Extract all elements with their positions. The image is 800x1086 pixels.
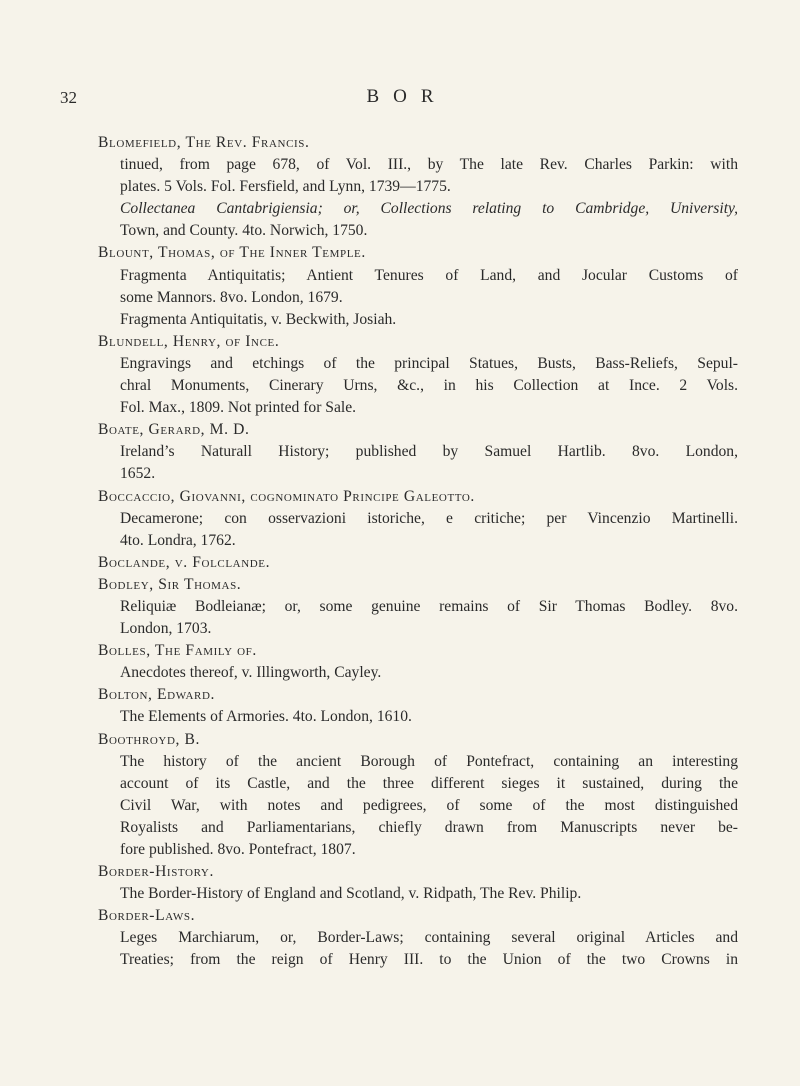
catalogue-entry: [98, 132, 738, 242]
catalogue-entry: [98, 729, 738, 862]
entry-heading: Blount, Thomas, of The Inner Temple.: [98, 244, 366, 262]
entry-line: Leges Marchiarum, or, Border-Laws; containing several original Articles and: [120, 929, 738, 947]
entry-heading: Blomefield, The Rev. Francis.: [98, 134, 310, 151]
catalogue-entry: [98, 574, 738, 640]
entry-line: The Elements of Armories. 4to. London, 1610.: [120, 708, 412, 726]
running-head: BOR: [366, 86, 448, 107]
entry-line: Royalists and Parliamentarians, chiefly drawn from Manuscripts never be-: [120, 818, 738, 836]
entry-line: Treaties; from the reign of Henry III. to the Union of the two Crowns in: [120, 951, 738, 969]
catalogue-entry: [98, 552, 738, 574]
entry-line: Fol. Max., 1809. Not printed for Sale.: [120, 399, 357, 417]
entry-line: The Border-History of England and Scotland, v. Ridpath, The Rev. Philip.: [120, 885, 582, 903]
entry-line: Decamerone; con osservazioni istoriche, e critiche; per Vincenzio Martinelli.: [120, 509, 738, 527]
entry-line: Ireland’s Naturall History; published by Samuel Hartlib. 8vo. London,: [120, 443, 738, 461]
entry-line: Collectanea Cantabrigiensia; or, Collections relating to Cambridge, University,: [120, 200, 738, 218]
entry-line: some Mannors. 8vo. London, 1679.: [120, 288, 343, 306]
catalogue-entry: [98, 640, 738, 684]
entry-line: tinued, from page 678, of Vol. III., by The late Rev. Charles Parkin: with: [120, 156, 738, 174]
entry-heading: Boate, Gerard, M. D.: [98, 421, 250, 439]
entry-line: chral Monuments, Cinerary Urns, &c., in his Collection at Ince. 2 Vols.: [120, 377, 738, 395]
catalogue-entry: [98, 242, 738, 330]
entry-line: The history of the ancient Borough of Pontefract, containing an interesting: [120, 752, 738, 770]
entry-line: 1652.: [120, 465, 156, 483]
entry-heading: Boccaccio, Giovanni, cognominato Principe Galeotto.: [98, 487, 475, 505]
entry-line: Anecdotes thereof, v. Illingworth, Cayley.: [120, 664, 382, 682]
catalogue-entry: [98, 331, 738, 419]
entry-heading: Bolton, Edward.: [98, 686, 216, 704]
entry-line: Fragmenta Antiquitatis, v. Beckwith, Josiah.: [120, 310, 397, 328]
catalogue-entry: [98, 905, 738, 971]
catalogue-entry: [98, 419, 738, 485]
entry-line: 4to. Londra, 1762.: [120, 531, 236, 549]
entry-line: London, 1703.: [120, 620, 212, 638]
entry-line: Civil War, with notes and pedigrees, of some of the most distinguished: [120, 796, 738, 814]
entry-line: Fragmenta Antiquitatis; Antient Tenures of Land, and Jocular Customs of: [120, 266, 738, 284]
entry-heading: Boothroyd, B.: [98, 730, 201, 748]
entry-line: Reliquiæ Bodleianæ; or, some genuine remains of Sir Thomas Bodley. 8vo.: [120, 597, 738, 615]
entry-heading: Bodley, Sir Thomas.: [98, 575, 242, 593]
catalogue-entries: [98, 132, 738, 972]
catalogue-entry: [98, 684, 738, 728]
entry-heading: Boclande, v. Folclande.: [98, 553, 271, 571]
page-header: [60, 88, 740, 110]
catalogue-entry: [98, 486, 738, 552]
entry-line: Engravings and etchings of the principal Statues, Busts, Bass-Reliefs, Sepul-: [120, 354, 738, 372]
entry-line: plates. 5 Vols. Fol. Fersfield, and Lynn, 1739—1775.: [120, 178, 451, 196]
entry-heading: Blundell, Henry, of Ince.: [98, 332, 280, 350]
entry-line: fore published. 8vo. Pontefract, 1807.: [120, 841, 356, 858]
entry-heading: Bolles, The Family of.: [98, 642, 257, 660]
catalogue-entry: [98, 861, 738, 905]
entry-line: account of its Castle, and the three different sieges it sustained, during the: [120, 774, 738, 792]
entry-heading: Border-Laws.: [98, 907, 196, 925]
entry-line: Town, and County. 4to. Norwich, 1750.: [120, 222, 368, 240]
entry-heading: Border-History.: [98, 863, 214, 881]
page-number: 32: [60, 88, 77, 107]
